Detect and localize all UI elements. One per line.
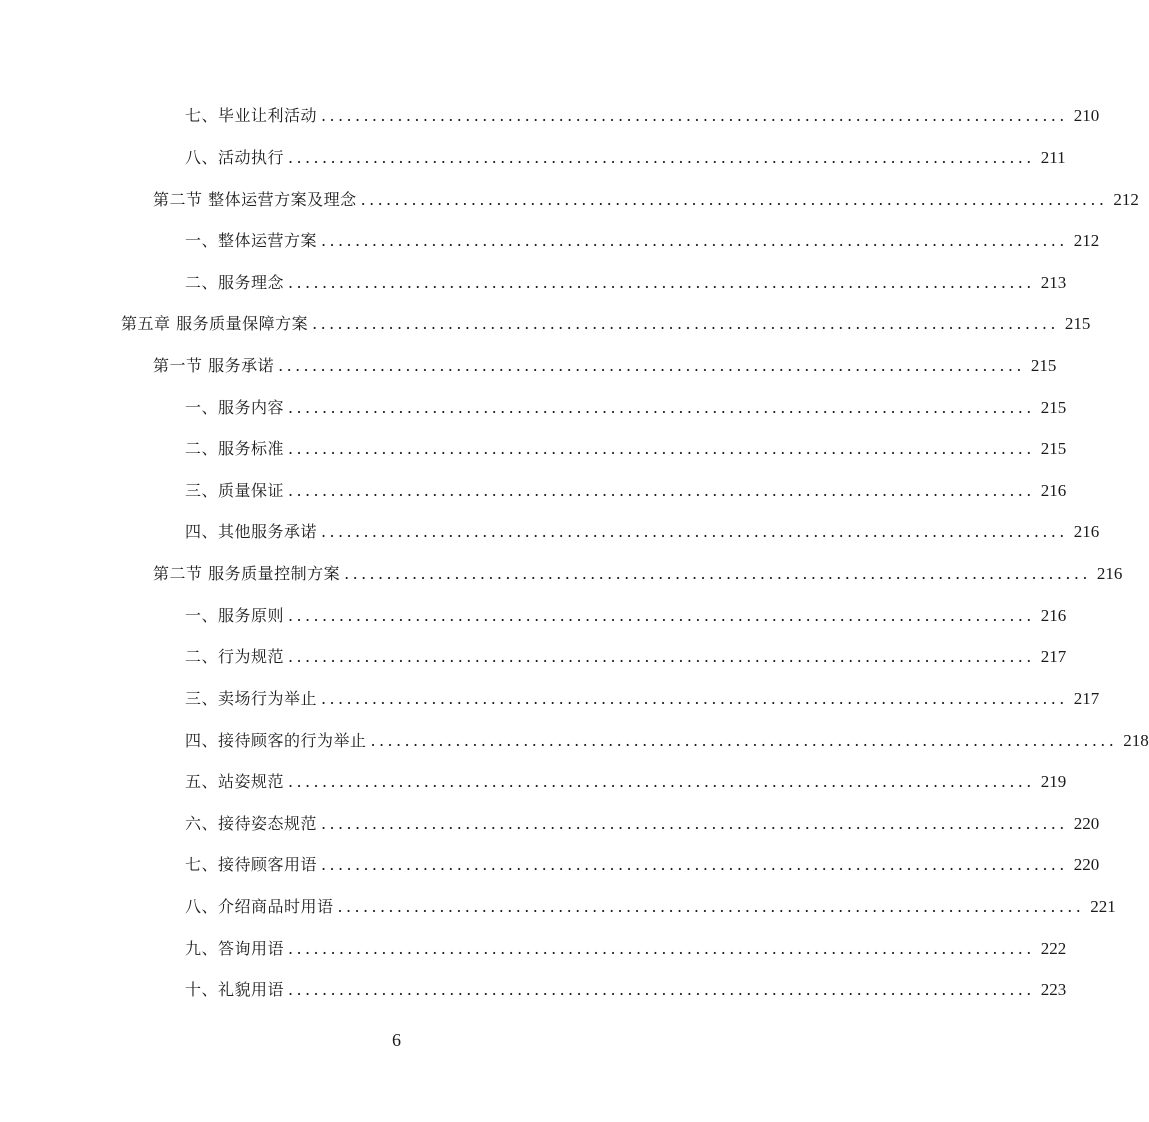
toc-entry-page: 210 xyxy=(1073,106,1100,125)
toc-entry-title: 三、卖场行为举止 xyxy=(185,689,318,708)
toc-entry[interactable] xyxy=(185,810,1100,838)
toc-entry-title: 七、接待顾客用语 xyxy=(185,855,318,874)
toc-entry[interactable] xyxy=(185,477,1067,505)
toc-entry[interactable] xyxy=(185,727,1149,755)
dot-leader: ........................................................................................ xyxy=(288,148,1035,167)
toc-entry-title: 八、介绍商品时用语 xyxy=(185,897,334,916)
toc-entry[interactable] xyxy=(185,602,1067,630)
toc-entry[interactable] xyxy=(153,352,1057,380)
toc-entry-page: 215 xyxy=(1040,439,1067,458)
page-number: 6 xyxy=(392,1030,401,1050)
toc-entry-page: 218 xyxy=(1123,731,1149,750)
dot-leader: ........................................................................................ xyxy=(288,398,1035,417)
toc-entry-page: 217 xyxy=(1073,689,1100,708)
dot-leader: ........................................................................................ xyxy=(288,980,1035,999)
toc-entry-page: 215 xyxy=(1030,356,1057,375)
toc-entry-title: 二、服务标准 xyxy=(185,439,285,458)
toc-entry[interactable] xyxy=(185,394,1067,422)
toc-entry-page: 221 xyxy=(1090,897,1116,916)
toc-entry-page: 211 xyxy=(1040,148,1066,167)
toc-entry-title: 八、活动执行 xyxy=(185,148,285,167)
dot-leader: ........................................................................................ xyxy=(312,314,1059,333)
toc-entry-page: 220 xyxy=(1073,855,1100,874)
toc-entry-title: 一、服务内容 xyxy=(185,398,285,417)
toc-entry[interactable] xyxy=(153,186,1139,214)
toc-entry[interactable] xyxy=(153,560,1123,588)
toc-entry[interactable] xyxy=(185,893,1116,921)
dot-leader: ........................................................................................ xyxy=(288,439,1035,458)
dot-leader: ........................................................................................ xyxy=(321,689,1068,708)
toc-entry[interactable] xyxy=(185,685,1100,713)
dot-leader: ........................................................................................ xyxy=(288,939,1035,958)
toc-entry-page: 213 xyxy=(1040,273,1067,292)
toc-entry-page: 216 xyxy=(1040,481,1067,500)
dot-leader: ........................................................................................ xyxy=(321,522,1068,541)
toc-entry-page: 217 xyxy=(1040,647,1067,666)
dot-leader: ........................................................................................ xyxy=(360,190,1108,209)
toc-entry-page: 212 xyxy=(1073,231,1100,250)
toc-entry[interactable] xyxy=(185,435,1067,463)
toc-entry[interactable] xyxy=(185,144,1066,172)
toc-entry-title: 一、服务原则 xyxy=(185,606,285,625)
toc-entry-page: 212 xyxy=(1113,190,1139,209)
toc-entry[interactable] xyxy=(185,227,1100,255)
toc-entry-title: 十、礼貌用语 xyxy=(185,980,285,999)
toc-entry-title: 二、行为规范 xyxy=(185,647,285,666)
toc-entry[interactable] xyxy=(121,310,1091,338)
toc-entry-title: 九、答询用语 xyxy=(185,939,285,958)
toc-entry-page: 222 xyxy=(1040,939,1067,958)
toc-entry-page: 216 xyxy=(1096,564,1123,583)
toc-entry-page: 215 xyxy=(1040,398,1067,417)
dot-leader: ........................................................................................ xyxy=(337,897,1085,916)
toc-entry-page: 216 xyxy=(1040,606,1067,625)
dot-leader: ........................................................................................ xyxy=(278,356,1025,375)
toc-entry-title: 七、毕业让利活动 xyxy=(185,106,318,125)
toc-entry-page: 216 xyxy=(1073,522,1100,541)
dot-leader: ........................................................................................ xyxy=(321,106,1068,125)
toc-entry-title: 第二节 服务质量控制方案 xyxy=(153,564,341,583)
toc-entry-title: 五、站姿规范 xyxy=(185,772,285,791)
dot-leader: ........................................................................................ xyxy=(288,606,1035,625)
dot-leader: ........................................................................................ xyxy=(370,731,1118,750)
toc-entry[interactable] xyxy=(185,976,1067,1004)
toc-entry-title: 四、其他服务承诺 xyxy=(185,522,318,541)
dot-leader: ........................................................................................ xyxy=(344,564,1091,583)
toc-entry-title: 三、质量保证 xyxy=(185,481,285,500)
toc-entry-title: 二、服务理念 xyxy=(185,273,285,292)
dot-leader: ........................................................................................ xyxy=(321,855,1068,874)
toc-entry[interactable] xyxy=(185,518,1100,546)
toc-entry[interactable] xyxy=(185,102,1100,130)
toc-entry-page: 219 xyxy=(1040,772,1067,791)
dot-leader: ........................................................................................ xyxy=(288,273,1035,292)
toc-entry-title: 六、接待姿态规范 xyxy=(185,814,318,833)
dot-leader: ........................................................................................ xyxy=(321,231,1068,250)
dot-leader: ........................................................................................ xyxy=(321,814,1068,833)
toc-entry-title: 四、接待顾客的行为举止 xyxy=(185,731,367,750)
toc-entry-page: 215 xyxy=(1064,314,1091,333)
toc-entry-page: 220 xyxy=(1073,814,1100,833)
toc-entry[interactable] xyxy=(185,643,1067,671)
toc-entry-title: 一、整体运营方案 xyxy=(185,231,318,250)
toc-entry-title: 第五章 服务质量保障方案 xyxy=(121,314,309,333)
toc-entry-title: 第二节 整体运营方案及理念 xyxy=(153,190,357,209)
toc-entry[interactable] xyxy=(185,935,1067,963)
toc-entry-title: 第一节 服务承诺 xyxy=(153,356,275,375)
toc-entry-page: 223 xyxy=(1040,980,1067,999)
dot-leader: ........................................................................................ xyxy=(288,772,1035,791)
toc-entry[interactable] xyxy=(185,269,1067,297)
toc-entry[interactable] xyxy=(185,851,1100,879)
dot-leader: ........................................................................................ xyxy=(288,481,1035,500)
toc-entry[interactable] xyxy=(185,768,1067,796)
dot-leader: ........................................................................................ xyxy=(288,647,1035,666)
